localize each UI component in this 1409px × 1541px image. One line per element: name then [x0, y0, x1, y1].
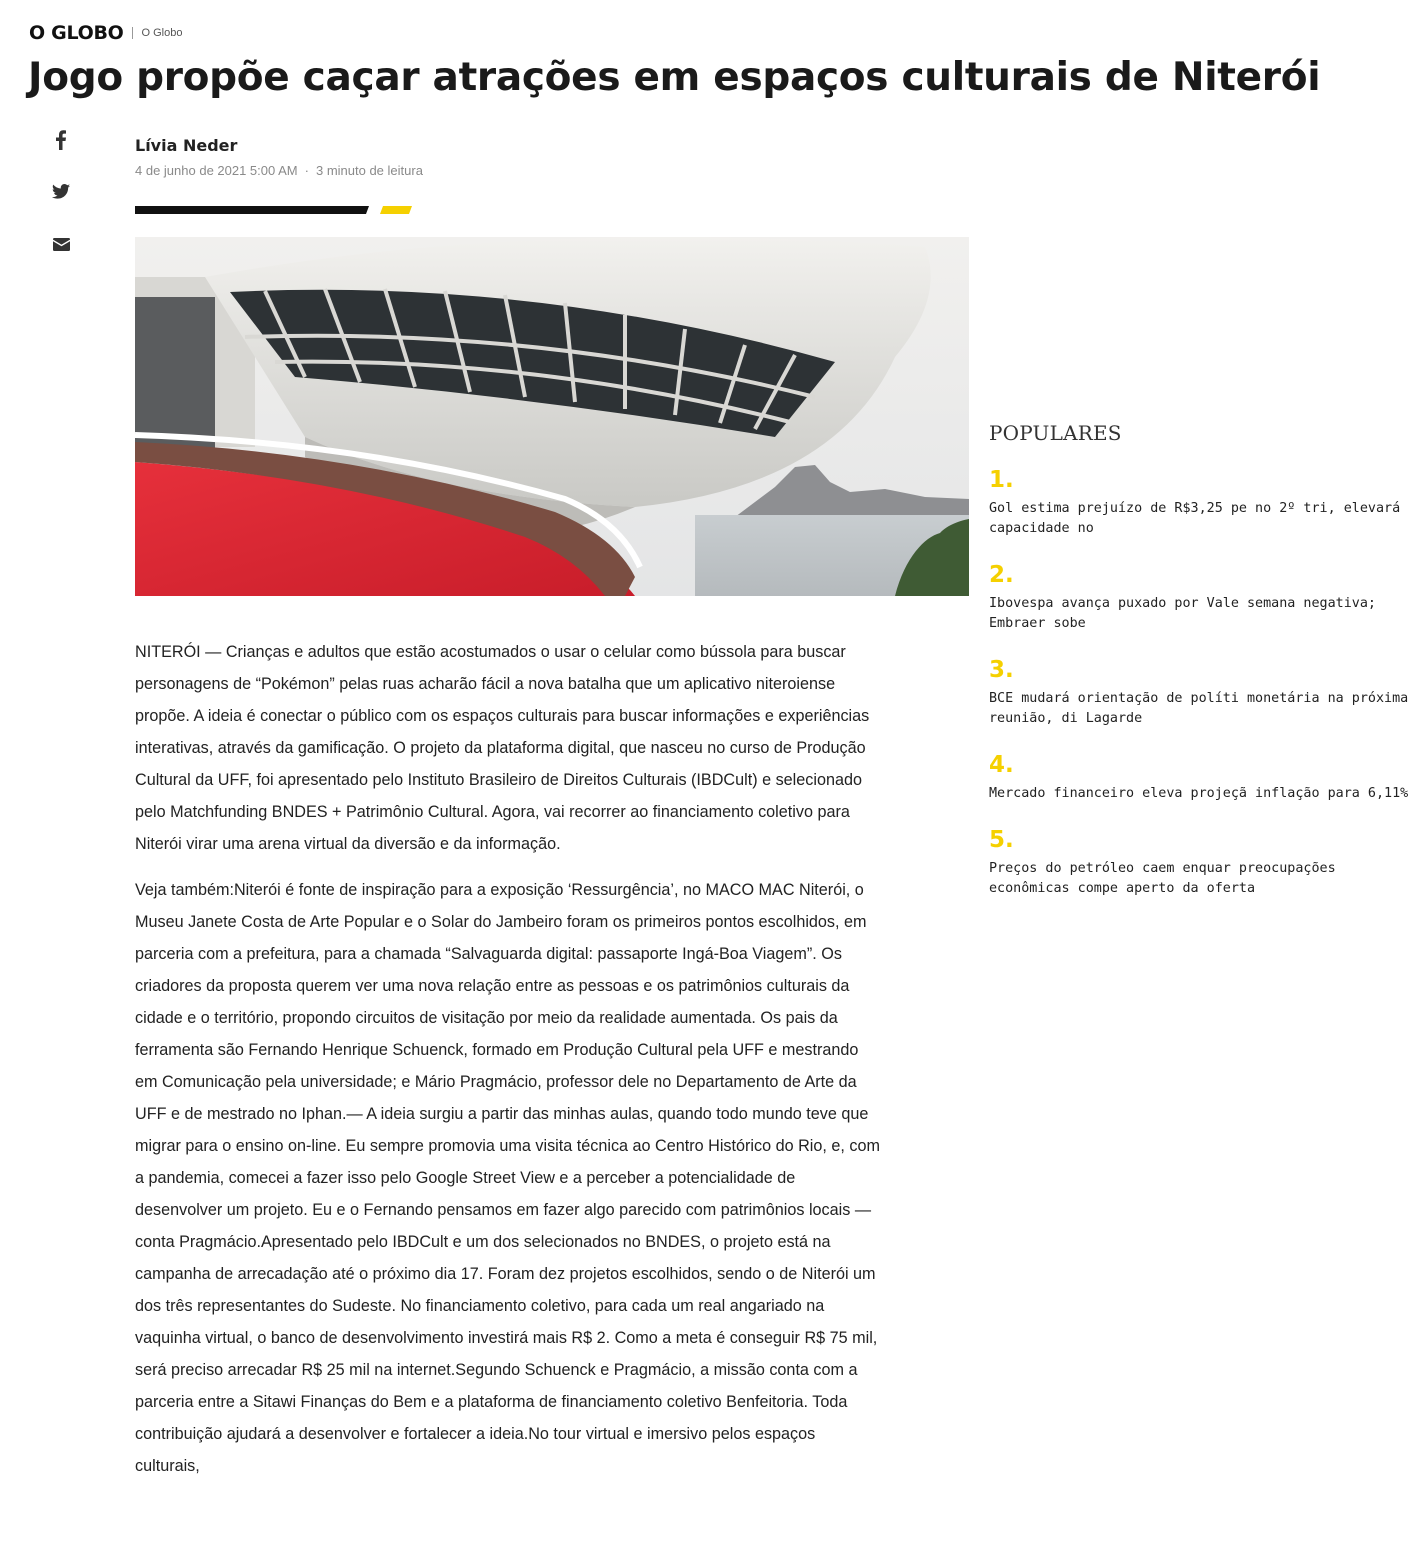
- popular-sidebar: [989, 421, 1409, 920]
- site-logo[interactable]: O GLOBO: [29, 22, 124, 44]
- section-rule: [135, 206, 415, 214]
- article-headline: Jogo propõe caçar atrações em espaços culturais de Niterói: [28, 55, 1321, 100]
- popular-link[interactable]: Preços do petróleo caem enquar preocupações econômicas compe aperto da oferta: [989, 861, 1336, 896]
- popular-item: [989, 825, 1409, 899]
- brand-divider: [132, 27, 133, 39]
- share-bar: [47, 130, 75, 292]
- popular-link[interactable]: Mercado financeiro eleva projeçã inflação para 6,11%: [989, 786, 1409, 801]
- popular-item: [989, 655, 1409, 729]
- article-body: [135, 636, 883, 1496]
- popular-rank: 1.: [989, 467, 1014, 493]
- publish-date: 4 de junho de 2021 5:00 AM: [135, 163, 298, 178]
- article-paragraph: NITERÓI — Crianças e adultos que estão acostumados o usar o celular como bússola para buscar personagens de “Pokémon” pelas ruas acharão fácil a nova batalha que um aplicativo niteroiense propõe. A ideia é conectar o público com os espaços culturais para buscar informações e experiências interativas, através da gamificação. O projeto da plataforma digital, que nasceu no curso de Produção Cultural da UFF, foi apresentado pelo Instituto Brasileiro de Direitos Culturais (IBDCult) e selecionado pelo Matchfunding BNDES + Patrimônio Cultural. Agora, vai recorrer ao financiamento coletivo para Niterói virar uma arena virtual da diversão e da informação.: [135, 643, 870, 853]
- popular-title: POPULARES: [989, 421, 1122, 445]
- byline: [135, 136, 423, 178]
- popular-item: [989, 750, 1409, 804]
- popular-rank: 5.: [989, 827, 1014, 853]
- popular-rank: 4.: [989, 752, 1014, 778]
- mail-icon: [53, 238, 70, 251]
- meta-separator: ·: [304, 163, 309, 178]
- article-hero-image: [135, 237, 969, 596]
- popular-rank: 3.: [989, 657, 1014, 683]
- brand-bar: [29, 22, 182, 44]
- email-share-button[interactable]: [47, 238, 75, 266]
- facebook-share-button[interactable]: [47, 130, 75, 158]
- popular-link[interactable]: BCE mudará orientação de políti monetária na próxima reunião, di Lagarde: [989, 691, 1409, 726]
- article-meta: [135, 163, 423, 178]
- twitter-icon: [52, 184, 70, 199]
- section-link[interactable]: O Globo: [141, 27, 183, 39]
- museum-photo: [135, 237, 969, 596]
- popular-link[interactable]: Gol estima prejuízo de R$3,25 pe no 2º tri, elevará capacidade no: [989, 501, 1401, 536]
- popular-link[interactable]: Ibovespa avança puxado por Vale semana negativa; Embraer sobe: [989, 596, 1376, 631]
- facebook-icon: [56, 130, 66, 150]
- read-time: 3 minuto de leitura: [315, 163, 423, 178]
- author-name[interactable]: Lívia Neder: [135, 136, 238, 155]
- popular-item: [989, 465, 1409, 539]
- article-paragraph: Veja também:Niterói é fonte de inspiração para a exposição ‘Ressurgência’, no MACO MAC Niterói, o Museu Janete Costa de Arte Popular e o Solar do Jambeiro foram os primeiros pontos escolhidos, em parceria com a prefeitura, para a chamada “Salvaguarda digital: passaporte Ingá-Boa Viagem”. Os criadores da proposta querem ver uma nova relação entre as pessoas e os patrimônios culturais da cidade e o território, propondo circuitos de visitação por meio da realidade aumentada. Os pais da ferramenta são Fernando Henrique Schuenck, formado em Produção Cultural pela UFF e mestrando em Comunicação pela universidade; e Mário Pragmácio, professor dele no Departamento de Arte da UFF e de mestrado no Iphan.— A ideia surgiu a partir das minhas aulas, quando todo mundo teve que migrar para o ensino on-line. Eu sempre promovia uma visita técnica ao Centro Histórico do Rio, e, com a pandemia, comecei a fazer isso pelo Google Street View e a perceber a potencialidade de desenvolver um projeto. Eu e o Fernando pensamos em fazer algo parecido com patrimônios locais — conta Pragmácio.Apresentado pelo IBDCult e um dos selecionados no BNDES, o projeto está na campanha de arrecadação até o próximo dia 17. Foram dez projetos escolhidos, sendo o de Niterói um dos três representantes do Sudeste. No financiamento coletivo, para cada um real angariado na vaquinha virtual, o banco de desenvolvimento investirá mais R$ 2. Como a meta é conseguir R$ 75 mil, será preciso arrecadar R$ 25 mil na internet.Segundo Schuenck e Pragmácio, a missão conta com a parceria entre a Sitawi Finanças do Bem e a plataforma de financiamento coletivo Benfeitoria. Toda contribuição ajudará a desenvolver e fortalecer a ideia.No tour virtual e imersivo pelos espaços culturais,: [135, 881, 880, 1475]
- popular-rank: 2.: [989, 562, 1014, 588]
- popular-item: [989, 560, 1409, 634]
- twitter-share-button[interactable]: [47, 184, 75, 212]
